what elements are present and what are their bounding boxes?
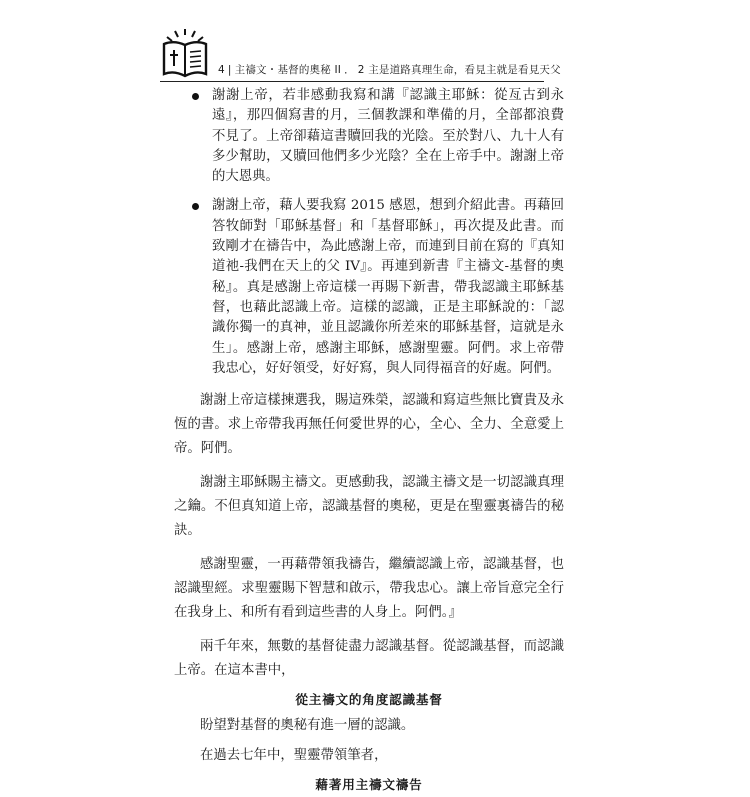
page-header bbox=[0, 0, 750, 92]
emphasis-line: 藉著用主禱文禱告 bbox=[315, 777, 423, 793]
bullet-text: 謝謝上帝，若非感動我寫和講『認識主耶穌：從亙古到永遠』，那四個寫書的月，三個教課和準備的月，全部都浪費不見了。上帝卻藉這書贖回我的光陰。至於對八、九十人有多少幫助，又贖回他們多少光陰？全在上帝手中。謝謝上帝的大恩典。 bbox=[212, 88, 564, 185]
open-bible-icon bbox=[160, 28, 210, 78]
bullet-item bbox=[174, 196, 564, 379]
bullet-text: 謝謝上帝，藉人要我寫 2015 感恩，想到介紹此書。再藉回答牧師對「耶穌基督」和「基督耶穌」，再次提及此書。而致剛才在禱告中，為此感謝上帝，而連到目前在寫的『真知道祂-我們在天上的父 IV』。再連到新書『主禱文-基督的奧秘』。真是感謝上帝這樣一再賜下新書，帶我認識主耶穌基督，也藉此認識上帝。這樣的認識，正是主耶穌說的：「認識你獨一的真神，並且認識你所差來的耶穌基督，這就是永生」。感謝上帝，感謝主耶穌，感謝聖靈。阿們。求上帝帶我忠心，好好領受，好好寫，與人同得福音的好處。阿們。 bbox=[212, 198, 564, 376]
paragraph: 盼望對基督的奧秘有進一層的認識。 bbox=[200, 718, 415, 734]
chapter-title: 2 主是道路真理生命，看見主就是看見天父 bbox=[357, 64, 561, 76]
header-rule bbox=[160, 81, 544, 82]
paragraph: 兩千年來，無數的基督徒盡力認識基督。從認識基督，而認識上帝。在這本書中， bbox=[174, 639, 564, 679]
bullet-dot-icon bbox=[192, 93, 199, 100]
bullet-item bbox=[174, 86, 564, 187]
emphasis-line: 從主禱文的角度認識基督 bbox=[295, 692, 443, 708]
paragraph: 在過去七年中，聖靈帶領筆者， bbox=[200, 748, 388, 764]
bullet-dot-icon bbox=[192, 203, 199, 210]
page-number: 4 bbox=[218, 64, 225, 76]
book-title: 主禱文・基督的奧秘 II bbox=[234, 64, 342, 76]
running-header: 4 | 主禱文・基督的奧秘 II ． 2 主是道路真理生命，看見主就是看見天父 bbox=[218, 64, 561, 76]
paragraph: 謝謝上帝這樣揀選我，賜這殊榮，認識和寫這些無比寶貴及永恆的書。求上帝帶我再無任何愛世界的心，全心、全力、全意愛上帝。阿們。 bbox=[174, 393, 564, 457]
page-body bbox=[174, 86, 564, 797]
paragraph: 謝謝主耶穌賜主禱文。更感動我，認識主禱文是一切認識真理之鑰。不但真知道上帝，認識基督的奧秘，更是在聖靈裏禱告的秘訣。 bbox=[174, 475, 564, 539]
paragraph: 感謝聖靈，一再藉帶領我禱告，繼續認識上帝，認識基督，也認識聖經。求聖靈賜下智慧和啟示，帶我忠心。讓上帝旨意完全行在我身上、和所有看到這些書的人身上。阿們。』 bbox=[174, 557, 564, 621]
